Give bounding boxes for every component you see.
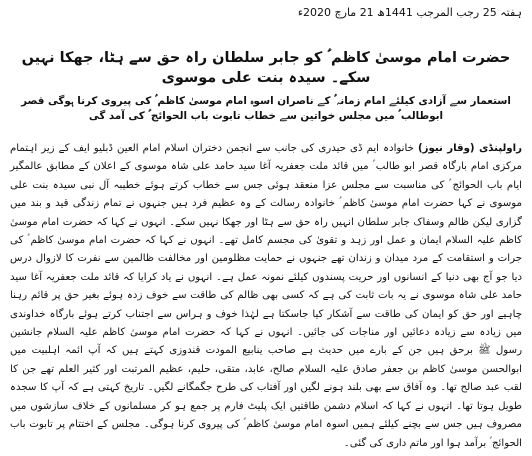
article-dateline: راولپنڈی (وقار نیوز) xyxy=(417,143,522,154)
subheadline: استعمار سے آزادی کیلئے امام زمانہ ؑ کے ناصران اسوہ امام موسیٰ کاظم ؑ کی پیروی کرنا ہوگی قصر ابوطالب ؑ میں مجلس خواتین سے خطاب تابوت باب الحوائج ؑ کی آمد گی xyxy=(21,95,511,122)
date-line: ہفتہ 25 رجب المرجب 1441ھ 21 مارچ 2020ء xyxy=(297,6,522,19)
article-body xyxy=(10,140,522,453)
headline: حضرت امام موسیٰ کاظم ؑ کو جابر سلطان راہ حق سے ہٹا، جھکا نہیں سکے۔ سیدہ بنت علی موسوی xyxy=(21,50,511,86)
article-paragraph: خانوادہ ایم ڈی حیدری کی جانب سے انجمن دختران اسلام امام العین ڈبلیو ایف کے زیر اہتمام مرکزی امام بارگاہ قصر ابو طالب ؑ میں قائد ملت جعفریہ آغا سید حامد علی شاہ موسوی کے اعلان کے مطابق عالمگیر ایام باب الحوائج ؑ کی مناسبت سے مجلس عزا منعقد ہوئی جس سے خطاب کرتے ہوئے خطیبہ آل نبی سیدہ بنت علی موسوی نے کہا حضرت امام موسیٰ کاظم ؑ خانوادہ رسالت کے وہ عظیم فرد ہیں جنہوں نے تمام زندگی قید و بند میں گزاری لیکن ظالم وسفاک جابر سلطان انہیں راہ حق سے ہٹا اور جھکا نہیں سکے۔ انہوں نے کہا کہ حضرت امام موسیٰ کاظم علیہ السلام ایمان و عمل اور زہد و تقویٰ کی مجسم کامل تھے۔ انہوں نے کہا کہ حضرت امام موسیٰ کاظم ؑ کی جرات و استقامت کے مرد میدان و زندان تھے جنہوں نے حمایت مظلومین اور مخالفت ظالمین سے نفرت کا لازوال درس دیا جو آج بھی دنیا کے انسانوں اور حریت پسندوں کیلئے نمونہ عمل ہے۔ انہوں نے یاد کرایا کہ قائد ملت جعفریہ آغا سید حامد علی شاہ موسوی نے یہ بات ثابت کی ہے کہ کسی بھی ظالم کی طاقت سے خوف زدہ ہوئے بغیر حق پر قائم رہنا چاہیے اور حق کو ایمان کی طاقت سے آشکار کیا جاسکتا ہے لہٰذا خوف و ہراس سے اجتناب کرتے ہوئے بارگاہ خداوندی میں زیادہ سے زیادہ دعائیں اور مناجات کی جائیں۔ انہوں نے کہا کہ حضرت امام موسیٰ کاظم علیہ السلام جانشین رسول ﷺ برحق ہیں جن کے بارے میں حدیث ہے صاحب ینابیع المودت قندوزی کہتے ہیں کہ آپ ائمہ اہلبیت میں ابوالحسن موسیٰ کاظم بن جعفر صادق علیہ السلام صالح، عابد، متقی، حلیم، عظیم المرتبت اور کثیر العلم تھے جن کا لقب عبد صالح تھا۔ وہ آفاق سے بھی بلند ہونے لگیں اور آفتاب کی طرح جگمگانے لگیں۔ تاریخ کہتی ہے کہ آپ کا سجدہ طویل ہوتا تھا۔ انہوں نے کہا کہ اسلام دشمن طاقتیں ایک پلیٹ فارم پر جمع ہو کر مسلمانوں کے خلاف سازشوں میں مصروف ہیں جس سے بچنے کیلئے ہمیں اسوہ امام موسیٰ کاظم ؑ کی پیروی کرنا ہوگی۔ مجلس کے اختتام پر تابوت باب الحوائج ؑ برآمد ہوا اور ماتم داری کی گئی۔ xyxy=(10,143,522,449)
